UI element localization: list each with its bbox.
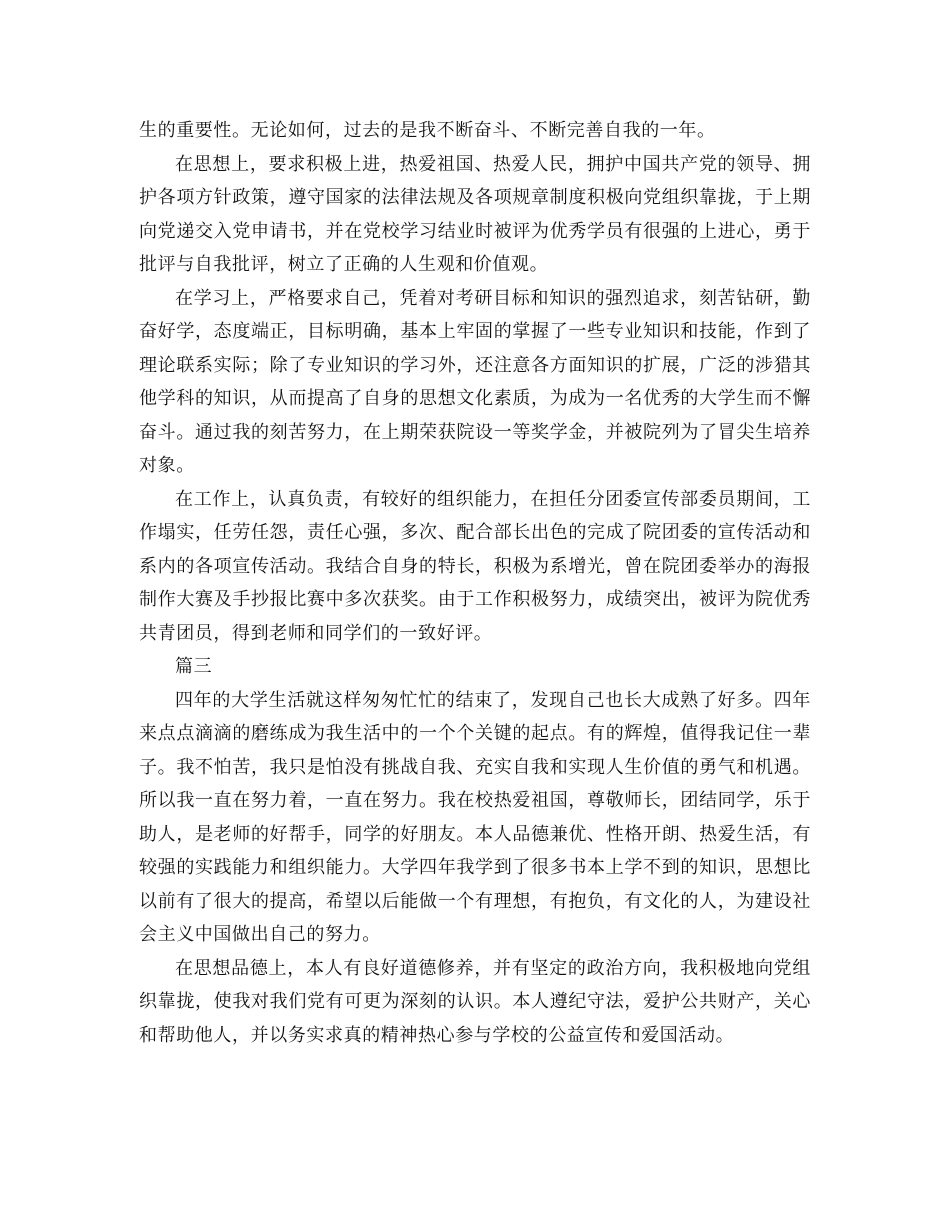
paragraph-moral-character: 在思想品德上，本人有良好道德修养，并有坚定的政治方向，我积极地向党组织靠拢，使我对我们党有可更为深刻的认识。本人遵纪守法，爱护公共财产，关心和帮助他人，并以务实求真的精神热心参与学校的公益宣传和爱国活动。 — [139, 957, 811, 1046]
paragraph-continuation: 生的重要性。无论如何，过去的是我不断奋斗、不断完善自我的一年。 — [139, 120, 716, 141]
paragraph-four-years: 四年的大学生活就这样匆匆忙忙的结束了，发现自己也长大成熟了好多。四年来点点滴滴的磨练成为我生活中的一个个关键的起点。有的辉煌，值得我记住一辈子。我不怕苦，我只是怕没有挑战自我、充实自我和实现人生价值的勇气和机遇。所以我一直在努力着，一直在努力。我在校热爱祖国，尊敬师长，团结同学，乐于助人，是老师的好帮手，同学的好朋友。本人品德兼优、性格开朗、热爱生活，有较强的实践能力和组织能力。大学四年我学到了很多书本上学不到的知识，思想比以前有了很大的提高，希望以后能做一个有理想，有抱负，有文化的人，为建设社会主义中国做出自己的努力。 — [139, 689, 811, 945]
section-heading-part-three: 篇三 — [175, 656, 213, 677]
paragraph-work: 在工作上，认真负责，有较好的组织能力，在担任分团委宣传部委员期间，工作塌实，任劳任怨，责任心强，多次、配合部长出色的完成了院团委的宣传活动和系内的各项宣传活动。我结合自身的特长，积极为系增光，曾在院团委举办的海报制作大赛及手抄报比赛中多次获奖。由于工作积极努力，成绩突出，被评为院优秀共青团员，得到老师和同学们的一致好评。 — [139, 488, 811, 644]
document-body — [139, 114, 811, 1052]
paragraph-study: 在学习上，严格要求自己，凭着对考研目标和知识的强烈追求，刻苦钻研，勤奋好学，态度端正，目标明确，基本上牢固的掌握了一些专业知识和技能，作到了理论联系实际；除了专业知识的学习外，还注意各方面知识的扩展，广泛的涉猎其他学科的知识，从而提高了自身的思想文化素质，为成为一名优秀的大学生而不懈奋斗。通过我的刻苦努力，在上期荣获院设一等奖学金，并被院列为了冒尖生培养对象。 — [139, 287, 811, 476]
paragraph-ideology: 在思想上，要求积极上进，热爱祖国、热爱人民，拥护中国共产党的领导、拥护各项方针政策，遵守国家的法律法规及各项规章制度积极向党组织靠拢，于上期向党递交入党申请书，并在党校学习结业时被评为优秀学员有很强的上进心，勇于批评与自我批评，树立了正确的人生观和价值观。 — [139, 153, 811, 275]
